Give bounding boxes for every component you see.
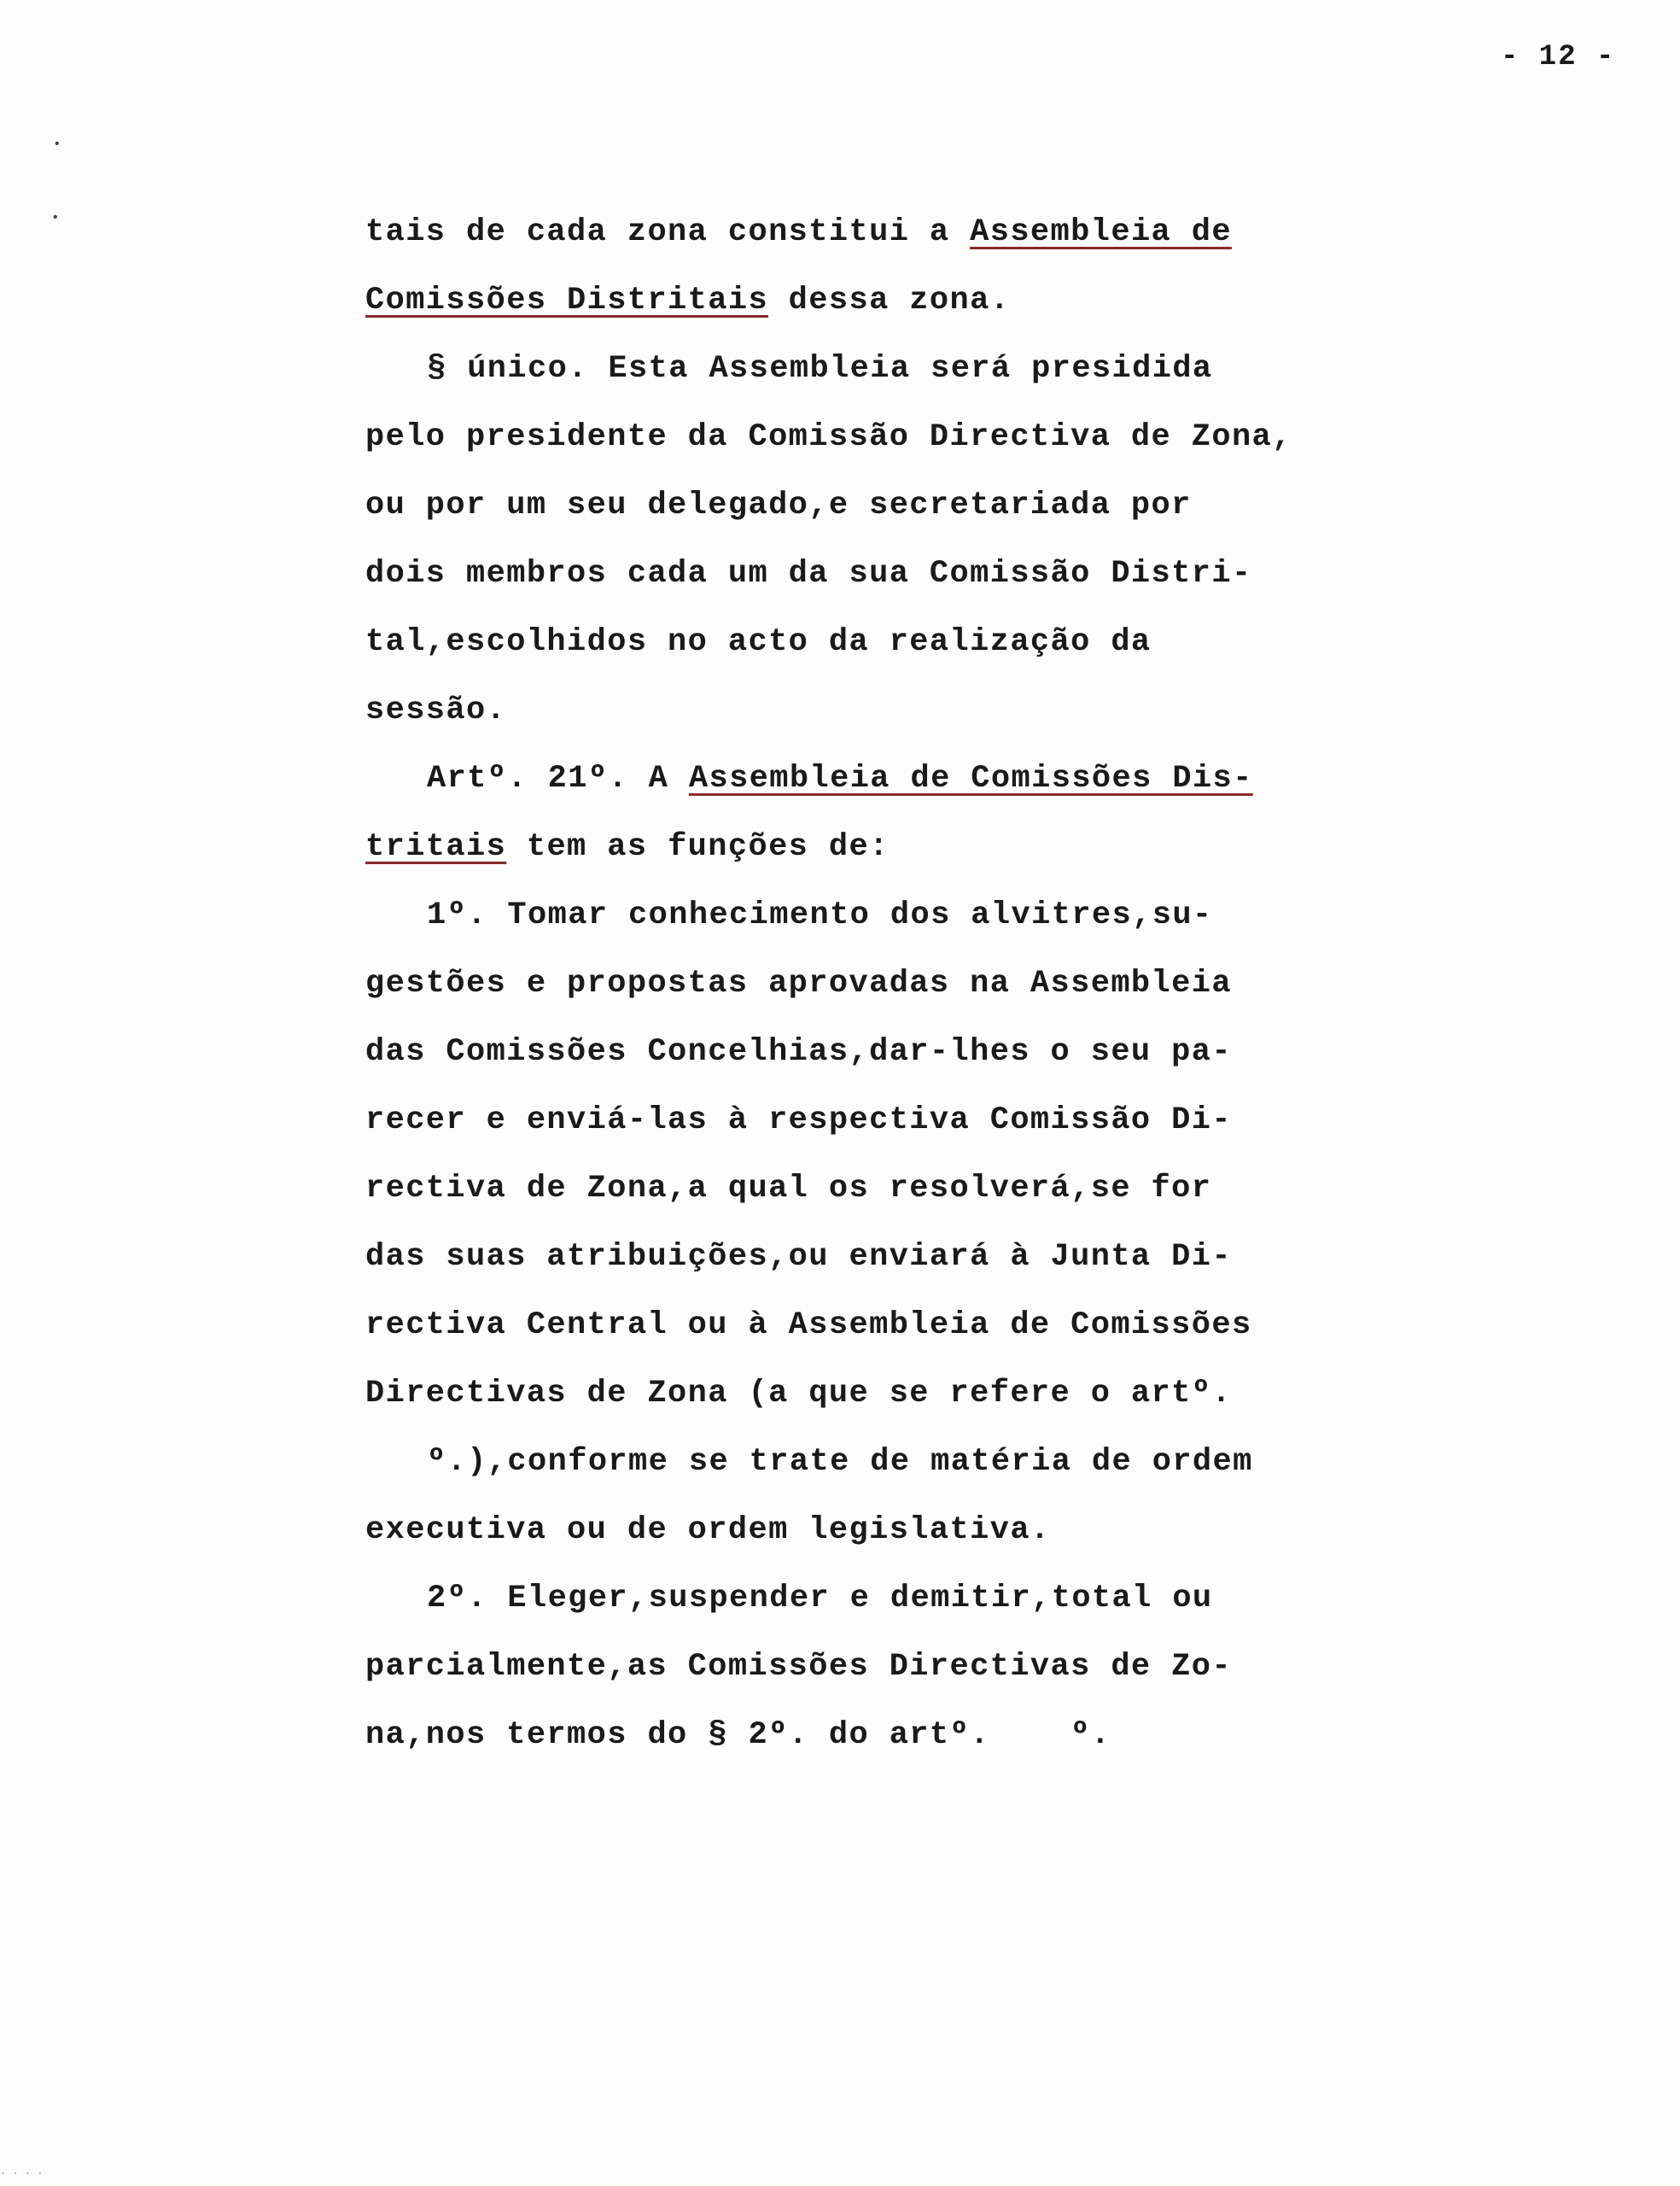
line-text: Directivas de Zona (a que se refere o artº. bbox=[365, 1376, 1232, 1412]
text-line bbox=[365, 827, 890, 868]
text-line bbox=[427, 895, 1213, 936]
text-line bbox=[365, 1646, 1232, 1687]
text-line bbox=[365, 1715, 1111, 1756]
text-line bbox=[365, 1236, 1232, 1277]
text-line bbox=[365, 1510, 1051, 1551]
line-text: das Comissões Concelhias,dar-lhes o seu pa- bbox=[365, 1034, 1232, 1070]
line-text: tal,escolhidos no acto da realização da bbox=[365, 624, 1152, 660]
text-line bbox=[427, 348, 1213, 389]
text-line bbox=[427, 1441, 1253, 1482]
underlined-text: tritais bbox=[365, 829, 507, 865]
line-text: Artº. 21º. A bbox=[427, 761, 689, 797]
underlined-text: Comissões Distritais bbox=[365, 283, 769, 319]
text-line bbox=[427, 758, 1253, 799]
text-line bbox=[365, 622, 1152, 663]
line-text: 2º. Eleger,suspender e demitir,total ou bbox=[427, 1581, 1213, 1616]
margin-mark: • bbox=[53, 137, 61, 152]
line-text: § único. Esta Assembleia será presidida bbox=[427, 351, 1213, 387]
line-text: rectiva de Zona,a qual os resolverá,se for bbox=[365, 1171, 1212, 1207]
text-line bbox=[365, 212, 1232, 253]
line-text: dois membros cada um da sua Comissão Distri- bbox=[365, 556, 1252, 592]
text-line bbox=[365, 690, 506, 731]
line-text: das suas atribuições,ou enviará à Junta Di- bbox=[365, 1239, 1232, 1275]
line-text: ou por um seu delegado,e secretariada por bbox=[365, 488, 1192, 523]
margin-mark: • bbox=[51, 210, 60, 225]
line-text: 1º. Tomar conhecimento dos alvitres,su- bbox=[427, 897, 1213, 933]
text-line bbox=[365, 553, 1252, 594]
line-text: parcialmente,as Comissões Directivas de Zo- bbox=[365, 1649, 1232, 1685]
text-line bbox=[365, 417, 1292, 458]
underlined-text: Assembleia de bbox=[970, 214, 1232, 250]
text-line bbox=[365, 1032, 1232, 1073]
text-line bbox=[427, 1578, 1213, 1619]
text-line bbox=[365, 1100, 1232, 1141]
text-line bbox=[365, 1168, 1211, 1209]
line-text: º.),conforme se trate de matéria de ordem bbox=[427, 1444, 1253, 1480]
scan-artifact: . . . . bbox=[0, 2166, 44, 2177]
line-text: rectiva Central ou à Assembleia de Comissões bbox=[365, 1307, 1252, 1343]
text-line bbox=[365, 1305, 1252, 1346]
line-text: sessão. bbox=[365, 693, 507, 728]
line-text: dessa zona. bbox=[768, 283, 1011, 319]
line-text: na,nos termos do § 2º. do artº. º. bbox=[365, 1717, 1111, 1753]
text-line bbox=[365, 485, 1192, 526]
line-text: tais de cada zona constitui a bbox=[365, 214, 971, 250]
line-text: executiva ou de ordem legislativa. bbox=[365, 1512, 1051, 1548]
line-text: pelo presidente da Comissão Directiva de Zona, bbox=[365, 419, 1292, 455]
underlined-text: Assembleia de Comissões Dis- bbox=[688, 761, 1253, 797]
line-text: tem as funções de: bbox=[506, 829, 890, 865]
line-text: gestões e propostas aprovadas na Assembleia bbox=[365, 966, 1232, 1002]
text-line bbox=[365, 280, 1010, 321]
text-line bbox=[365, 963, 1232, 1004]
line-text: recer e enviá-las à respectiva Comissão Di- bbox=[365, 1102, 1232, 1138]
text-line bbox=[365, 1373, 1232, 1414]
page-number: - 12 - bbox=[1501, 41, 1616, 73]
